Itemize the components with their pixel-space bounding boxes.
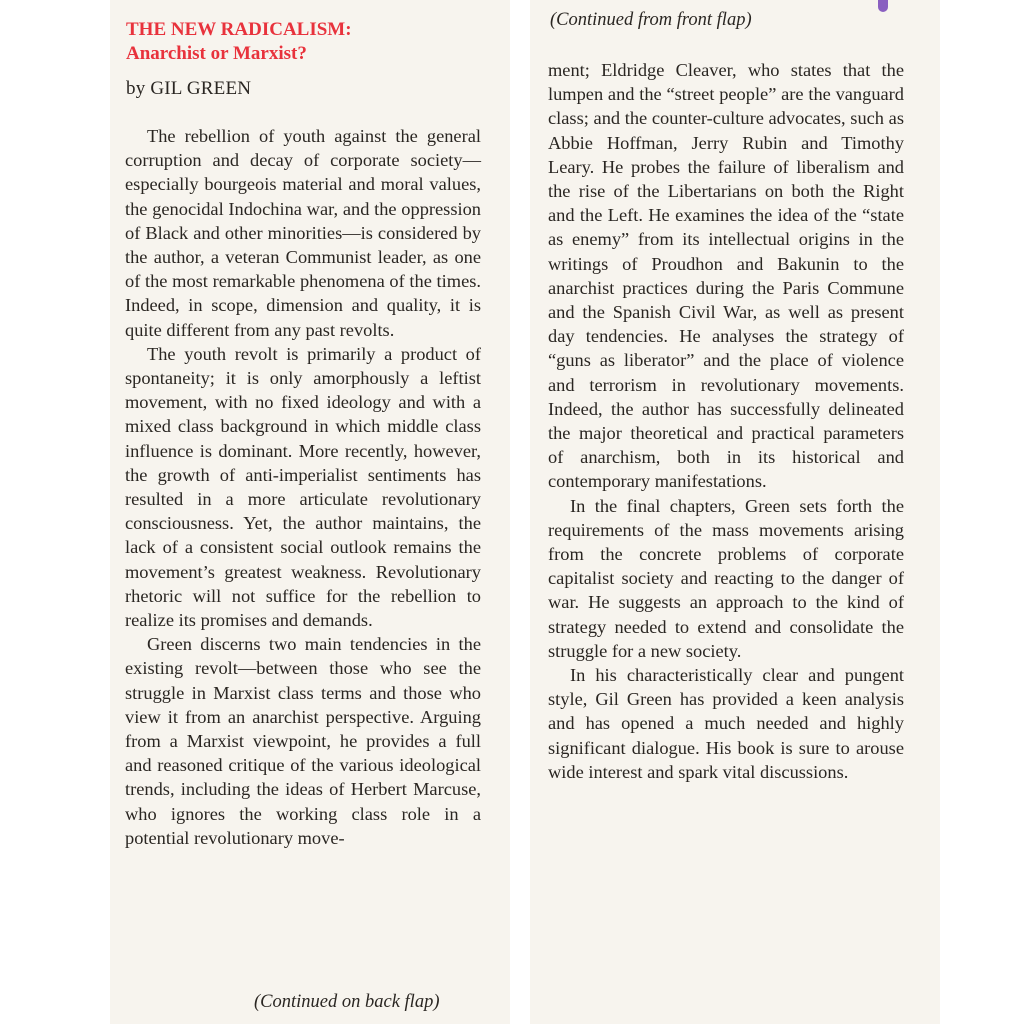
back-flap-text	[548, 58, 904, 784]
continued-from-front-flap: (Continued from front flap)	[550, 10, 752, 30]
paragraph: The rebellion of youth against the general corruption and decay of corporate society—especially bourgeois material and moral values, the genocidal Indochina war, and the oppression of Black and other minorities—is considered by the author, a veteran Communist leader, as one of the most remarkable phenomena of the times. Indeed, in scope, dimension and quality, it is quite different from any past revolts.	[125, 126, 481, 340]
front-flap-text	[125, 124, 481, 850]
corner-ink-mark	[878, 0, 888, 12]
book-title: THE NEW RADICALISM:	[126, 19, 352, 40]
paragraph: In his characteristically clear and pungent style, Gil Green has provided a keen analysis and has opened a much needed and highly significant dialogue. His book is sure to arouse wide interest and spark vital discussions.	[548, 665, 904, 782]
book-subtitle: Anarchist or Marxist?	[126, 43, 307, 64]
flap-gutter	[510, 0, 530, 1024]
paragraph: ment; Eldridge Cleaver, who states that the lumpen and the “street people” are the vanguard class; and the counter-culture advocates, such as Abbie Hoffman, Jerry Rubin and Timothy Leary. He probes the failure of liberalism and the rise of the Libertarians on both the Right and the Left. He examines the idea of the “state as enemy” from its intellectual origins in the writings of Proudhon and Bakunin to the anarchist practices during the Paris Commune and the Spanish Civil War, as well as present day tendencies. He analyses the strategy of “guns as liberator” and the place of violence and terrorism in revolutionary movements. Indeed, the author has successfully delineated the major theoretical and practical parameters of anarchism, both in its historical and contemporary manifestations.	[548, 60, 904, 492]
paragraph: The youth revolt is primarily a product of spontaneity; it is only amorphously a leftist movement, with no fixed ideology and with a mixed class background in which middle class influence is dominant. More recently, however, the growth of anti-imperialist sentiments has resulted in a more articulate revolutionary consciousness. Yet, the author maintains, the lack of a consistent social outlook remains the movement’s greatest weakness. Revolutionary rhetoric will not suffice for the rebellion to realize its promises and demands.	[125, 343, 481, 631]
continued-on-back-flap: (Continued on back flap)	[254, 992, 440, 1012]
paragraph: In the final chapters, Green sets forth the requirements of the mass movements arising from the concrete problems of corporate capitalist society and reacting to the danger of war. He suggests an approach to the kind of strategy needed to extend and consolidate the struggle for a new society.	[548, 495, 904, 661]
author-byline: by GIL GREEN	[126, 78, 252, 99]
paragraph: Green discerns two main tendencies in the existing revolt—between those who see the struggle in Marxist class terms and those who view it from an anarchist perspective. Arguing from a Marxist viewpoint, he provides a full and reasoned critique of the various ideological trends, including the ideas of Herbert Marcuse, who ignores the working class role in a potential revolutionary move-	[125, 634, 481, 848]
